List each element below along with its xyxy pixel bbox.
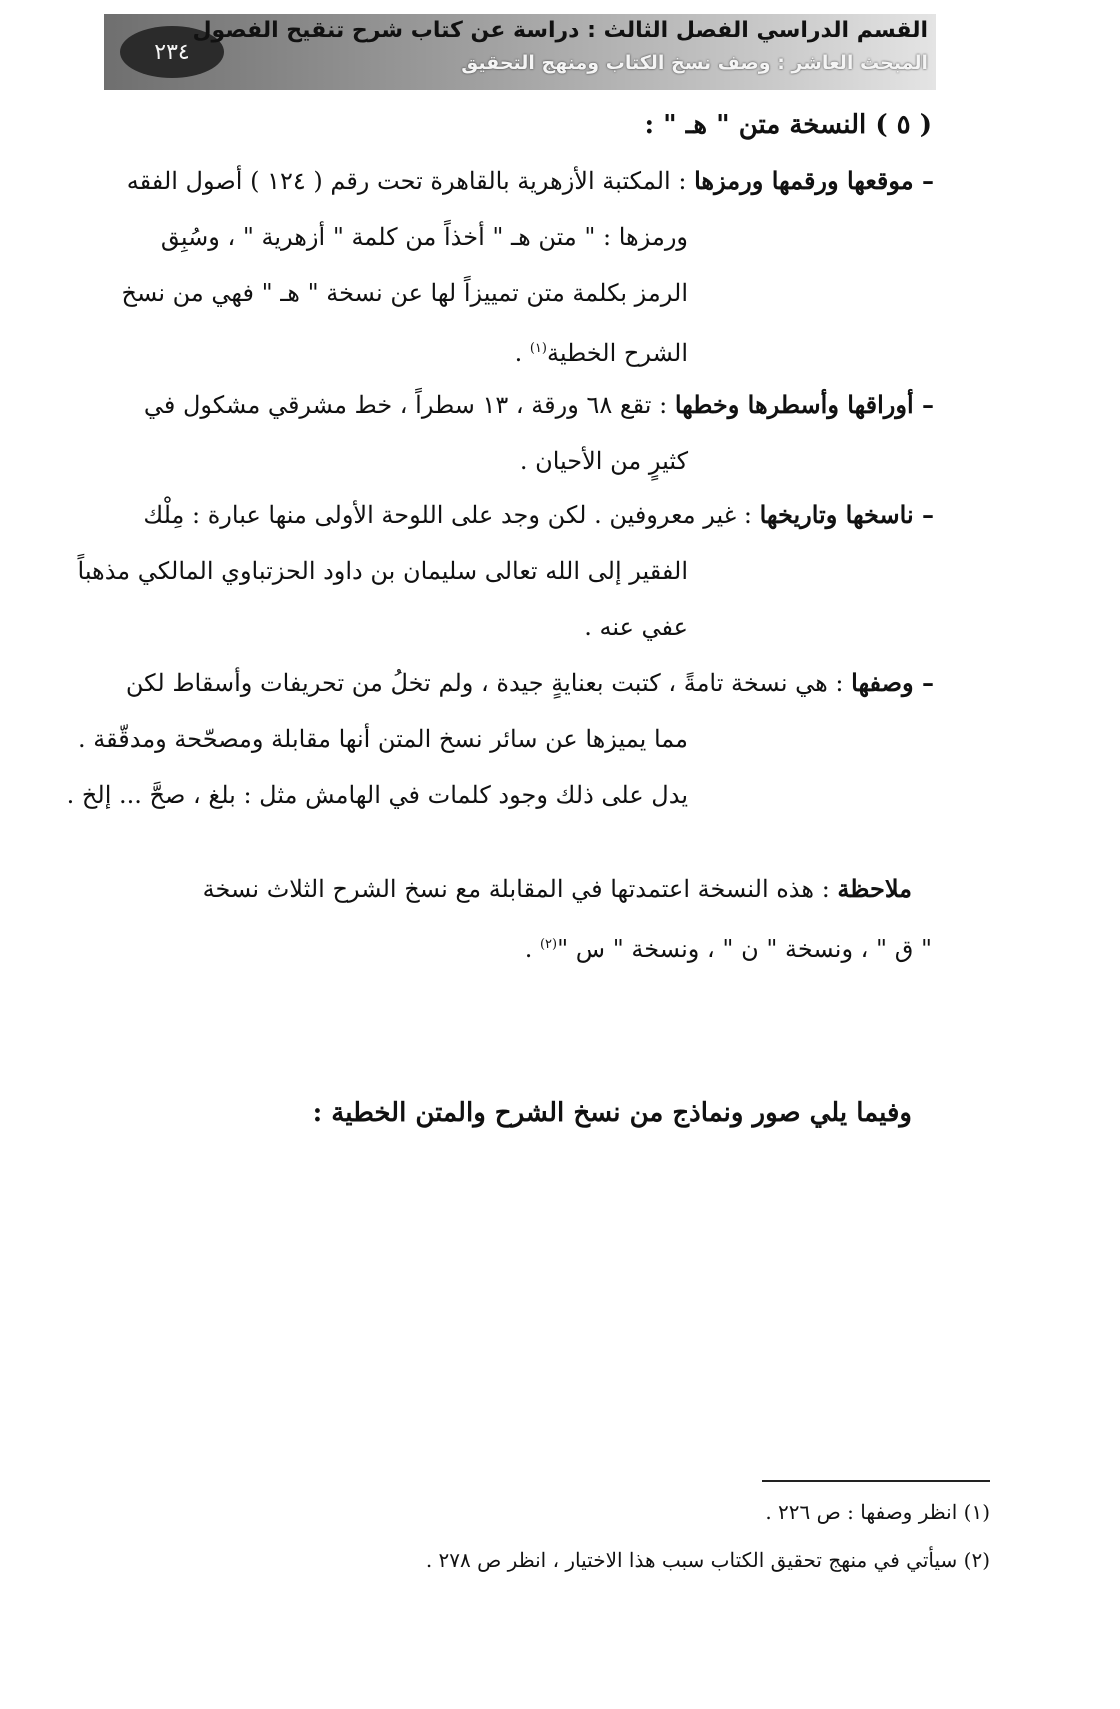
note-text-2 (525, 928, 932, 966)
copyist-text-3: عفي عنه . (584, 613, 688, 641)
copyist-text-2: الفقير إلى الله تعالى سليمان بن داود الحزتباوي المالكي مذهباً (77, 557, 688, 585)
location-text-2: ورمزها : " متن هـ " أخذاً من كلمة " أزهرية " ، وسُبِق (160, 223, 688, 251)
footnote-1: (١) انظر وصفها : ص ٢٢٦ . (765, 1500, 990, 1524)
location-label: – موقعها ورقمها ورمزها (694, 166, 934, 195)
copyist-text-1: : غير معروفين . لكن وجد على اللوحة الأولى منها عبارة : مِلْك (143, 501, 752, 529)
location-text-1: : المكتبة الأزهرية بالقاهرة تحت رقم ( ١٢٤ ) أصول الفقه (126, 167, 687, 195)
page-number: ٢٣٤ (120, 26, 224, 78)
description-text-1: : هي نسخة تامةً ، كتبت بعنايةٍ جيدة ، ولم تخلُ من تحريفات وأسقاط لكن (125, 669, 844, 697)
header-chapter-title: القسم الدراسي الفصل الثالث : دراسة عن كتاب شرح تنقيح الفصول (192, 18, 928, 43)
description-paragraph-line-1 (126, 666, 934, 700)
footnote-separator (762, 1480, 990, 1482)
pages-text-1: : تقع ٦٨ ورقة ، ١٣ سطراً ، خط مشرقي مشكول في (143, 391, 668, 419)
pages-text-2: كثيرٍ من الأحيان . (519, 447, 688, 475)
footnote-2: (٢) سيأتي في منهج تحقيق الكتاب سبب هذا الاختيار ، انظر ص ٢٧٨ . (425, 1548, 990, 1572)
section-heading: ( ٥ ) النسخة متن " هـ " : (644, 110, 932, 140)
closing-sentence: وفيما يلي صور ونماذج من نسخ الشرح والمتن الخطية : (312, 1098, 912, 1128)
note-paragraph-line-1 (203, 872, 912, 906)
copyist-label: – ناسخها وتاريخها (759, 500, 934, 529)
note-label: ملاحظة (837, 874, 912, 903)
footnote-ref-2[interactable]: (٢) (539, 937, 558, 952)
copyist-paragraph-line-1 (143, 498, 934, 532)
location-text-4-end: . (514, 339, 530, 367)
note-text-1: : هذه النسخة اعتمدتها في المقابلة مع نسخ الشرح الثلاث نسخة (202, 875, 830, 903)
note-text-2-end: . (524, 935, 540, 963)
header-section-title: المبحث العاشر : وصف نسخ الكتاب ومنهج التحقيق (461, 52, 928, 74)
description-text-2: مما يميزها عن سائر نسخ المتن أنها مقابلة ومصحّحة ومدقّقة . (77, 725, 688, 753)
description-text-3: يدل على ذلك وجود كلمات في الهامش مثل : بلغ ، صحَّ ... إلخ . (66, 781, 688, 809)
location-text-4 (515, 332, 688, 370)
footnote-ref-1[interactable]: (١) (529, 341, 547, 356)
description-label: – وصفها (851, 668, 934, 697)
location-text-3: الرمز بكلمة متن تمييزاً لها عن نسخة " هـ " فهي من نسخ (121, 279, 688, 307)
location-paragraph-line-1 (127, 164, 934, 198)
note-text-2-body: " ق " ، ونسخة " ن " ، ونسخة " س " (557, 935, 932, 963)
pages-paragraph-line-1 (144, 388, 934, 422)
location-text-4-body: الشرح الخطية (546, 339, 688, 367)
pages-label: – أوراقها وأسطرها وخطها (674, 390, 934, 419)
